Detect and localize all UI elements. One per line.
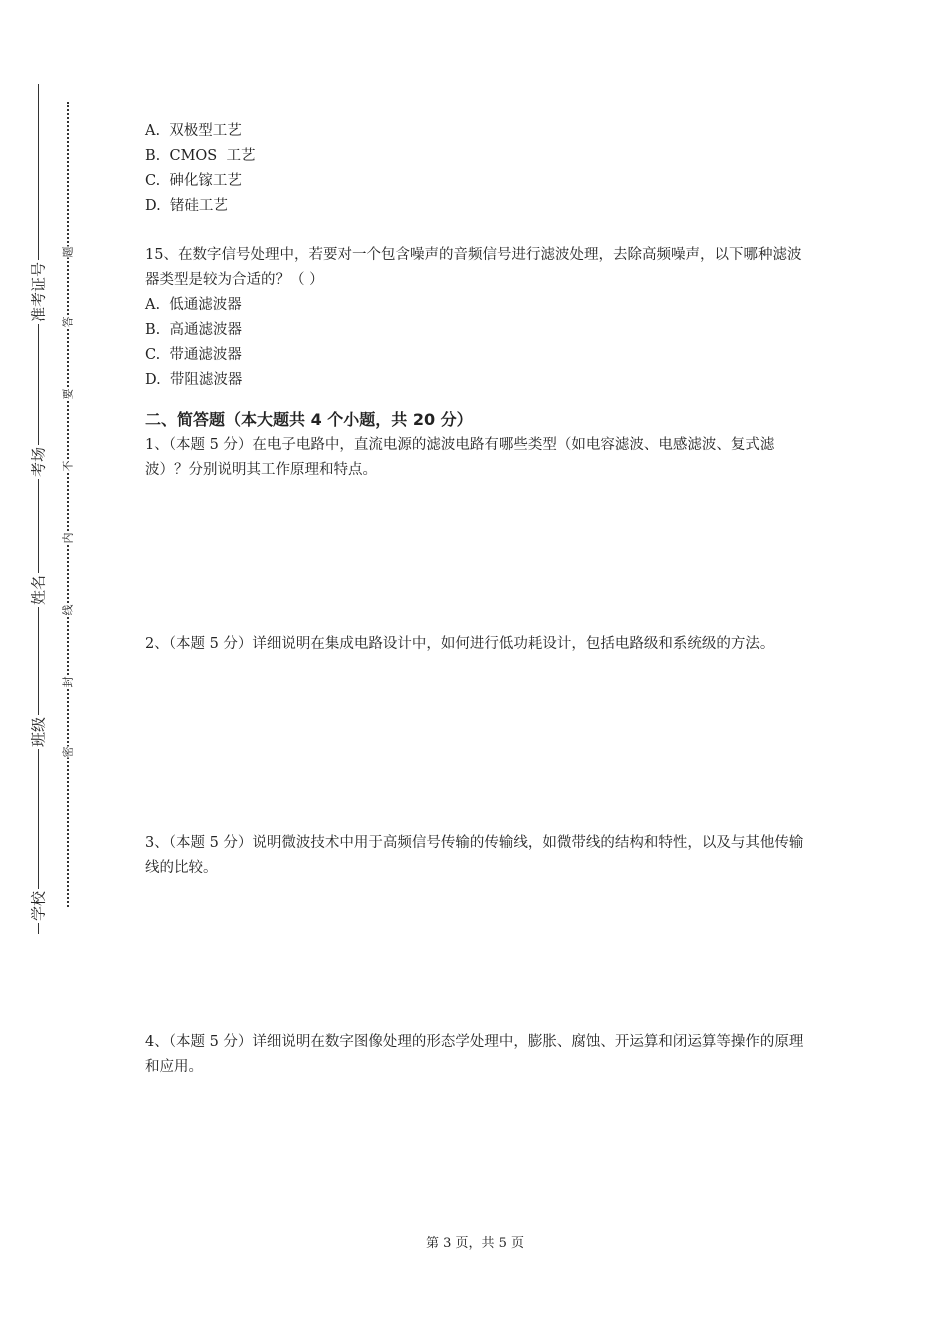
binding-margin [0,0,90,1344]
question-text: 4、（本题 5 分）详细说明在数字图像处理的形态学处理中，膨胀、腐蚀、开运算和闭运算等操作的原理和应用。 [145,1034,804,1075]
short-answer-question-4 [145,1030,810,1229]
seal-char: 线 [61,604,75,616]
option-c: C. 砷化镓工艺 [145,173,242,189]
seal-char: 封 [61,676,75,688]
field-school: 学校 [29,890,48,922]
option-b: B. 高通滤波器 [145,322,242,338]
seal-char: 题 [61,246,75,258]
option-a: A. 双极型工艺 [145,123,242,139]
option-b: B. CMOS 工艺 [145,148,256,164]
seal-char: 不 [61,460,75,472]
field-exam-number: 准考证号 [29,261,48,323]
binding-solid-line [38,84,39,934]
seal-char: 内 [61,532,75,544]
field-name: 姓名 [29,574,48,606]
binding-dotted-line [67,102,69,907]
short-answer-question-1 [145,433,810,632]
page-content [145,119,810,1229]
short-answer-question-3 [145,831,810,1030]
field-class: 班级 [29,716,48,748]
short-answer-question-2 [145,632,810,831]
question-text: 3、（本题 5 分）说明微波技术中用于高频信号传输的传输线，如微带线的结构和特性，以及与其他传输线的比较。 [145,835,804,876]
seal-char: 要 [61,388,75,400]
prev-question-options [145,119,810,219]
section-title-short-answer: 二、简答题（本大题共 4 个小题，共 20 分） [145,410,473,429]
option-d: D. 带阻滤波器 [145,372,243,388]
seal-char: 密 [61,746,75,758]
option-c: C. 带通滤波器 [145,347,242,363]
question-text: 1、（本题 5 分）在电子电路中，直流电源的滤波电路有哪些类型（如电容滤波、电感滤波、复式滤波）？分别说明其工作原理和特点。 [145,437,775,478]
seal-char: 答 [61,316,75,328]
field-exam-room: 考场 [29,446,48,478]
question-text: 2、（本题 5 分）详细说明在集成电路设计中，如何进行低功耗设计，包括电路级和系统级的方法。 [145,636,775,652]
question-15 [145,243,810,393]
page-number: 第 3 页，共 5 页 [425,1236,525,1251]
option-d: D. 锗硅工艺 [145,198,228,214]
question-15-text: 15、在数字信号处理中，若要对一个包含噪声的音频信号进行滤波处理，去除高频噪声，以下哪种滤波器类型是较为合适的？（ ） [145,247,802,288]
option-a: A. 低通滤波器 [145,297,242,313]
